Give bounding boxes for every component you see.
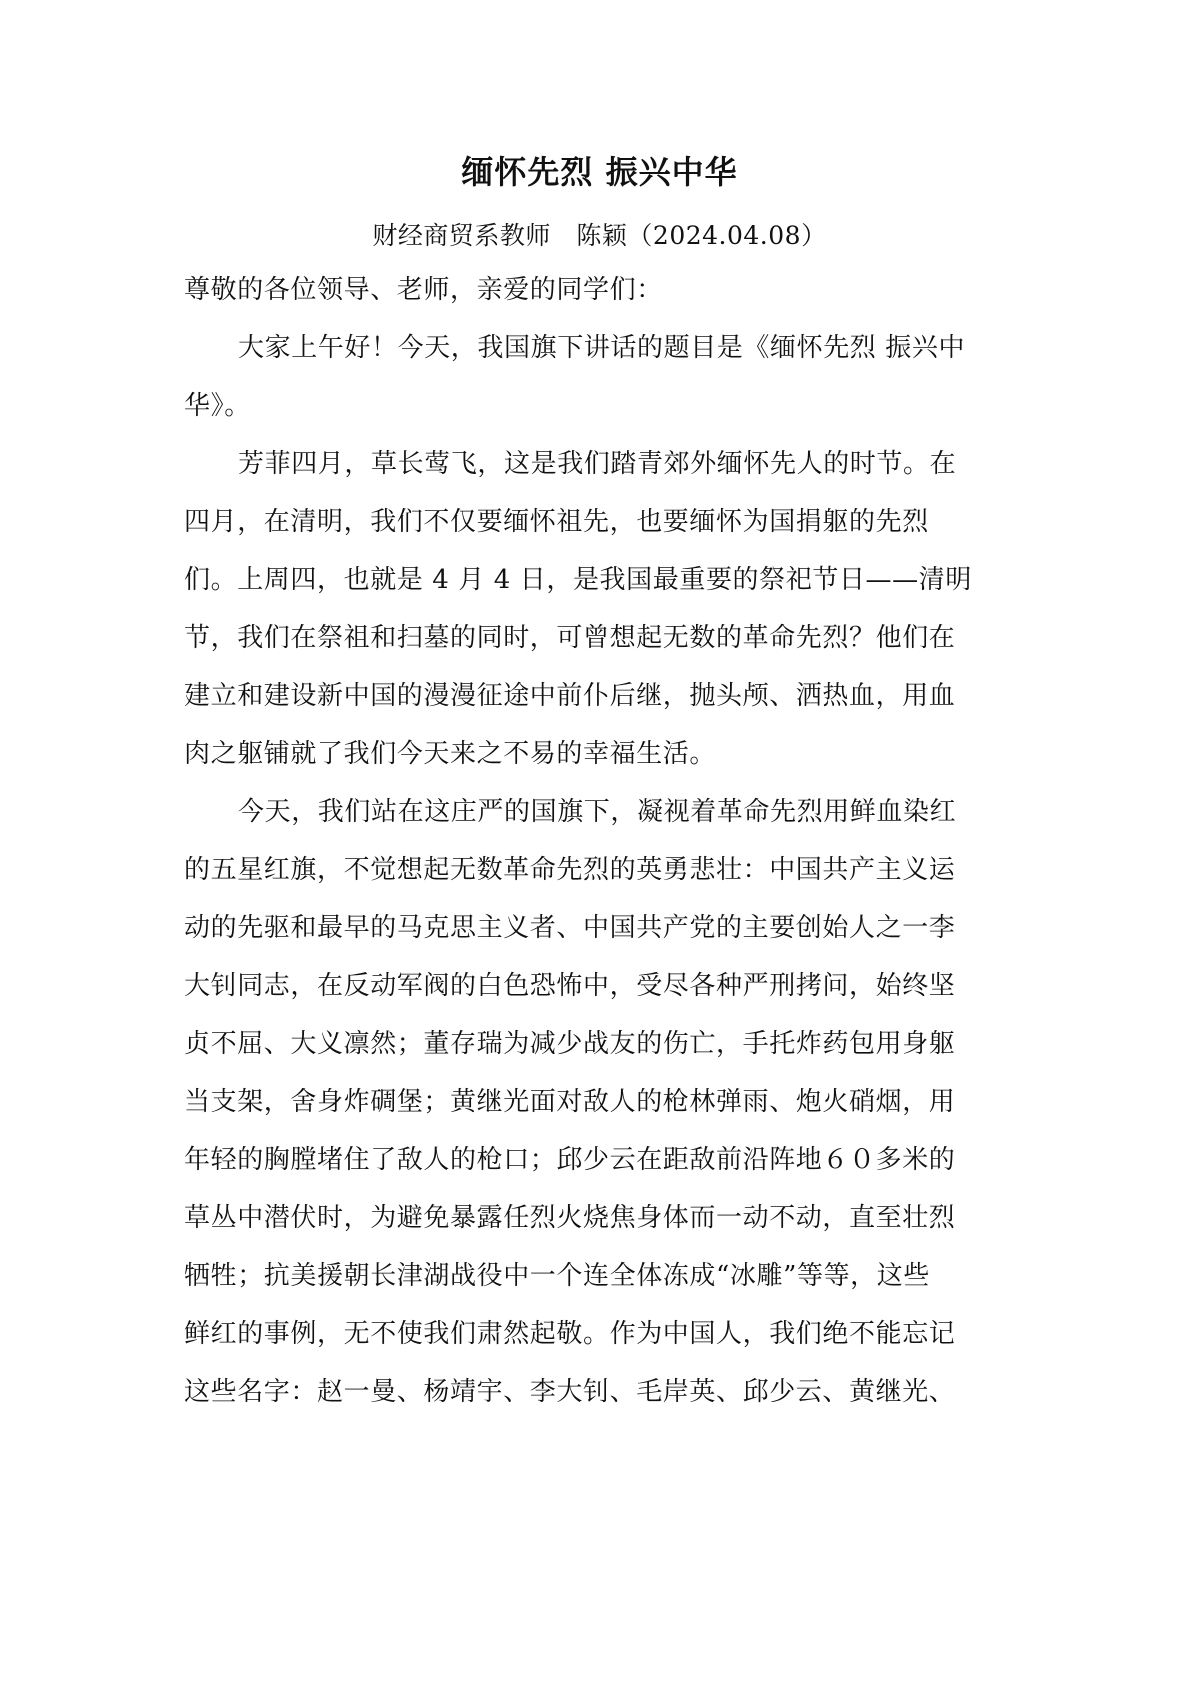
body-line: 草丛中潜伏时，为避免暴露任烈火烧焦身体而一动不动，直至壮烈 (184, 1203, 956, 1233)
body-line: 鲜红的事例，无不使我们肃然起敬。作为中国人，我们绝不能忘记 (184, 1319, 956, 1349)
body-line: 四月，在清明，我们不仅要缅怀祖先，也要缅怀为国捐躯的先烈 (184, 507, 929, 537)
document-byline: 财经商贸系教师 陈颖（2024.04.08） (372, 221, 827, 250)
body-line: 年轻的胸膛堵住了敌人的枪口；邱少云在距敌前沿阵地６０多米的 (184, 1145, 956, 1175)
body-line: 节，我们在祭祖和扫墓的同时，可曾想起无数的革命先烈？他们在 (184, 623, 956, 653)
salutation-line: 尊敬的各位领导、老师，亲爱的同学们： (184, 275, 663, 305)
body-line: 的五星红旗，不觉想起无数革命先烈的英勇悲壮：中国共产主义运 (184, 855, 956, 885)
document-title: 缅怀先烈 振兴中华 (461, 153, 738, 191)
body-line: 动的先驱和最早的马克思主义者、中国共产党的主要创始人之一李 (184, 913, 956, 943)
body-line: 当支架，舍身炸碉堡；黄继光面对敌人的枪林弹雨、炮火硝烟，用 (184, 1087, 956, 1117)
body-line: 大钊同志，在反动军阀的白色恐怖中，受尽各种严刑拷问，始终坚 (184, 971, 956, 1001)
body-line: 华》。 (184, 391, 251, 421)
body-line: 今天，我们站在这庄严的国旗下，凝视着革命先烈用鲜血染红 (238, 797, 957, 827)
body-line: 大家上午好！今天，我国旗下讲话的题目是《缅怀先烈 振兴中 (238, 333, 966, 363)
body-line: 芳菲四月，草长莺飞，这是我们踏青郊外缅怀先人的时节。在 (238, 449, 957, 479)
body-line: 们。上周四，也就是 4 月 4 日，是我国最重要的祭祀节日——清明 (184, 565, 972, 595)
body-line: 贞不屈、大义凛然；董存瑞为减少战友的伤亡，手托炸药包用身躯 (184, 1029, 956, 1059)
body-line: 牺牲；抗美援朝长津湖战役中一个连全体冻成“冰雕”等等，这些 (184, 1261, 930, 1291)
body-line: 这些名字：赵一曼、杨靖宇、李大钊、毛岸英、邱少云、黄继光、 (184, 1377, 956, 1407)
body-line: 肉之躯铺就了我们今天来之不易的幸福生活。 (184, 739, 717, 769)
body-line: 建立和建设新中国的漫漫征途中前仆后继，抛头颅、洒热血，用血 (184, 681, 956, 711)
